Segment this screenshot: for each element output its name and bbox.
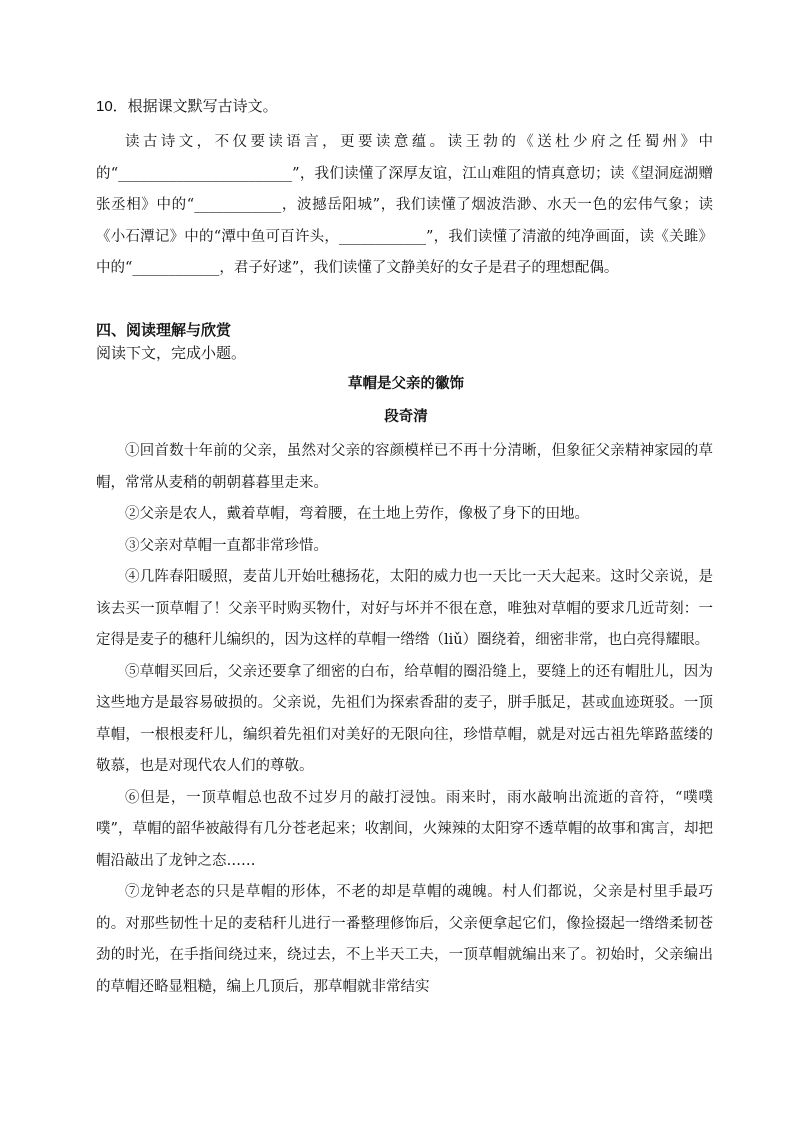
article-paragraph-2: ②父亲是农人，戴着草帽，弯着腰，在土地上劳作，像极了身下的田地。 [125,506,589,522]
article-paragraph-1: ①回首数十年前的父亲，虽然对父亲的容颜模样已不再十分清晰，但象征父亲精神家园的草帽，常常从麦稍的朝朝暮暮里走来。 [96,443,713,491]
article-paragraph-5: ⑤草帽买回后，父亲还要拿了细密的白布，给草帽的圈沿缝上，要缝上的还有帽肚儿，因为这些地方是最容易破损的。父亲说，先祖们为探索香甜的麦子，胼手胝足，甚或血迹斑驳。一顶草帽，一根根麦秆儿，编织着先祖们对美好的无限向往，珍惜草帽，就是对远古祖先筚路蓝缕的敬慕，也是对现代农人们的尊敬。 [96,663,713,774]
article-title: 草帽是父亲的徽饰 [348,375,464,392]
section-heading: 四、阅读理解与欣赏 [96,321,232,339]
question-title: 10．根据课文默写古诗文。 [96,98,278,115]
question-body: 读古诗文，不仅要读语言，更要读意蕴。读王勃的《送杜少府之任蜀州》中的“________________________”，我们读懂了深厚友谊，江山难阻的情真意切；读《望洞庭湖赠张丞相》中的“____________，波撼岳阳城”，我们读懂了烟波浩渺、水天一色的宏伟气象；读《小石潭记》中的“潭中鱼可百许头，____________”，我们读懂了清澈的纯净画面，读《关雎》中的“____________，君子好逑”，我们读懂了文静美好的女子是君子的理想配偶。 [96,134,713,276]
section-instruction: 阅读下文，完成小题。 [96,344,247,362]
article-paragraph-4: ④几阵春阳暖照，麦苗儿开始吐穗扬花，太阳的威力也一天比一天大起来。这时父亲说，是该去买一顶草帽了！父亲平时购买物什，对好与坏并不很在意，唯独对草帽的要求几近苛刻：一定得是麦子的穗秆儿编织的，因为这样的草帽一绺绺（liǔ）圈绕着，细密非常，也白亮得耀眼。 [96,569,713,648]
article-paragraph-7: ⑦龙钟老态的只是草帽的形体，不老的却是草帽的魂魄。村人们都说，父亲是村里手最巧的。对那些韧性十足的麦秸秆儿进行一番整理修饰后，父亲便拿起它们，像捡掇起一绺绺柔韧苍劲的时光，在手指间绕过来，绕过去，不上半天工夫，一顶草帽就编出来了。初始时，父亲编出的草帽还略显粗糙，编上几顶后，那草帽就非常结实 [96,884,713,995]
article-author: 段奇清 [384,408,428,425]
article-paragraph-6: ⑥但是，一顶草帽总也敌不过岁月的敲打浸蚀。雨来时，雨水敲响出流逝的音符，“噗噗噗”，草帽的韶华被敲得有几分苍老起来；收割间，火辣辣的太阳穿不透草帽的故事和寓言，却把帽沿敲出了龙钟之态…… [96,789,713,869]
article-body [96,436,713,1003]
article-paragraph-3: ③父亲对草帽一直都非常珍惜。 [125,537,328,554]
